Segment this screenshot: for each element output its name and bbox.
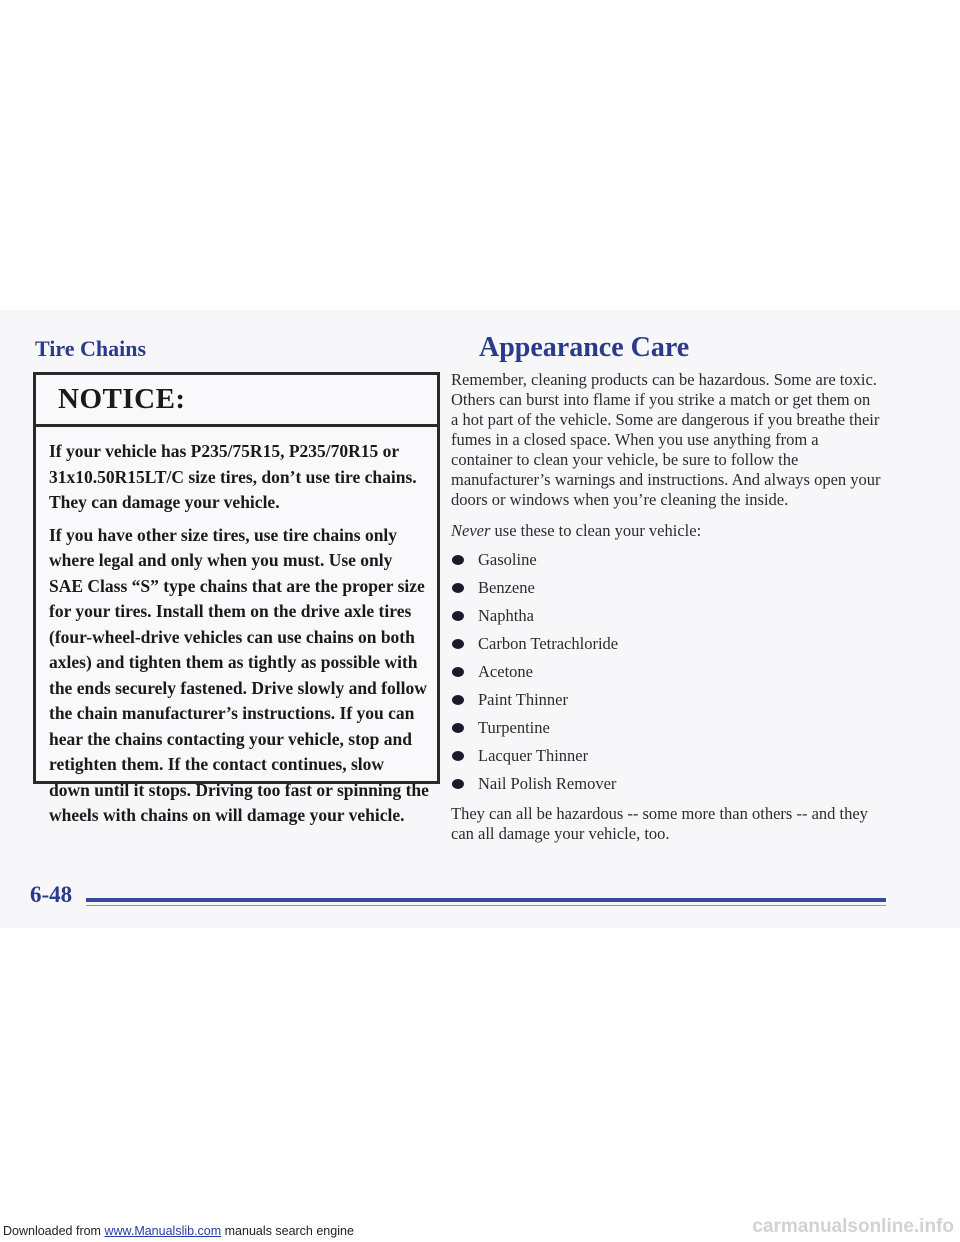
bullet-icon <box>452 751 464 761</box>
hazardous-products-list <box>451 546 881 798</box>
bullet-icon <box>452 667 464 677</box>
bullet-icon <box>452 723 464 733</box>
bullet-icon <box>452 611 464 621</box>
section-heading-appearance-care: Appearance Care <box>479 332 690 363</box>
section-heading-tire-chains: Tire Chains <box>35 336 147 361</box>
footer-rule-thin <box>86 905 886 906</box>
list-item <box>451 770 881 798</box>
list-item <box>451 714 881 742</box>
page-number: 6-48 <box>30 882 73 907</box>
appearance-care-column <box>451 370 881 844</box>
list-item <box>451 658 881 686</box>
list-item-label: Acetone <box>478 662 533 681</box>
footer-rule <box>86 898 886 902</box>
notice-title: NOTICE: <box>58 383 186 415</box>
list-item-label: Turpentine <box>478 718 550 737</box>
bullet-icon <box>452 583 464 593</box>
watermark-logo: carmanualsonline.info <box>752 1216 954 1237</box>
list-item <box>451 574 881 602</box>
list-item <box>451 686 881 714</box>
never-paragraph <box>451 521 881 541</box>
footer-prefix: Downloaded from <box>3 1224 105 1238</box>
intro-paragraph: Remember, cleaning products can be hazardous. Some are toxic. Others can burst into flame if you strike a match or get them on a hot part of the vehicle. Some are dangerous if you breathe their fumes in a closed space. When you use anything from a container to clean your vehicle, be sure to follow the manufacturer’s warnings and instructions. And always open your doors or windows when you’re cleaning the inside. <box>451 370 881 509</box>
download-footer <box>3 1224 354 1238</box>
closing-paragraph: They can all be hazardous -- some more than others -- and they can all damage your vehicle, too. <box>451 804 868 843</box>
list-item <box>451 602 881 630</box>
notice-paragraph: If your vehicle has P235/75R15, P235/70R15 or 31x10.50R15LT/C size tires, don’t use tire chains. They can damage your vehicle. <box>49 441 417 512</box>
list-item-label: Paint Thinner <box>478 690 568 709</box>
notice-box <box>33 372 440 825</box>
notice-body <box>36 427 437 829</box>
bullet-icon <box>452 779 464 789</box>
never-emphasis: Never <box>451 521 491 540</box>
list-item <box>451 742 881 770</box>
bullet-icon <box>452 555 464 565</box>
notice-paragraph: If you have other size tires, use tire chains only where legal and only when you must. Use only SAE Class “S” type chains that are the proper size for your tires. Install them on the drive axle tires (four-wheel-drive vehicles can use chains on both axles) and tighten them as tightly as possible with the ends securely fastened. Drive slowly and follow the chain manufacturer’s instructions. If you can hear the chains contacting your vehicle, stop and retighten them. If the contact continues, slow down until it stops. Driving too fast or spinning the wheels with chains on will damage your vehicle. <box>49 524 429 825</box>
list-item-label: Carbon Tetrachloride <box>478 634 619 653</box>
notice-title-cell <box>36 375 437 427</box>
bullet-icon <box>452 639 464 649</box>
manualslib-link[interactable]: www.Manualslib.com <box>104 1224 222 1238</box>
list-item-label: Lacquer Thinner <box>478 746 589 765</box>
footer-suffix: manuals search engine <box>221 1224 354 1238</box>
list-item-label: Nail Polish Remover <box>478 774 617 793</box>
list-item-label: Benzene <box>478 578 535 597</box>
list-item <box>451 546 881 574</box>
bullet-icon <box>452 695 464 705</box>
never-paragraph-text: use these to clean your vehicle: <box>490 521 702 540</box>
list-item-label: Gasoline <box>478 550 537 569</box>
list-item <box>451 630 881 658</box>
list-item-label: Naphtha <box>478 606 534 625</box>
